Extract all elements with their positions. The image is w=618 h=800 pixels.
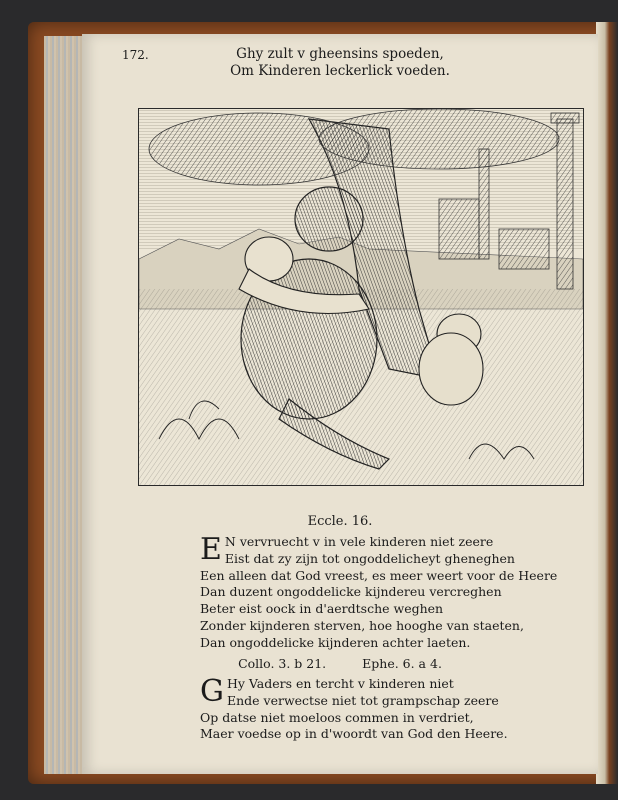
verse1-line: N vervruecht v in vele kinderen niet zeere: [224, 534, 494, 549]
verse1-line: Zonder kijnderen sterven, hoe hooghe van staeten,: [200, 617, 524, 633]
verse2-line: Ende verwectse niet tot grampschap zeere: [226, 692, 499, 708]
right-page-edge: [596, 22, 618, 784]
verse1-dropcap: E: [200, 532, 222, 567]
verse1-block: [200, 534, 560, 652]
verse2-block: [200, 676, 560, 743]
verse1-line: Een alleen dat God vreest, es meer weert voor de Heere: [200, 567, 558, 583]
engraving-illustration: [138, 108, 584, 486]
verse2-ref-right: Ephe. 6. a 4.: [362, 656, 442, 671]
header-line-2: Om Kinderen leckerlick voeden.: [230, 63, 450, 79]
verse1-line: Dan ongoddelicke kijnderen achter laeten.: [200, 634, 471, 650]
verse2-line: Maer voedse op in d'woordt van God den Heere.: [200, 726, 508, 742]
verse2-ref-left: Collo. 3. b 21.: [238, 656, 327, 671]
verse1-caption: Eccle. 16.: [307, 514, 373, 529]
verse1-line: Eist dat zy zijn tot ongoddelicheyt gheneghen: [224, 550, 515, 566]
verse2-line: Op datse niet moeloos commen in verdriet,: [200, 709, 474, 725]
engraving-svg: [139, 109, 583, 485]
page-header: [82, 46, 598, 80]
page-number: 172.: [122, 48, 149, 62]
verse2-line: Hy Vaders en tercht v kinderen niet: [226, 676, 454, 691]
verse1-line: Dan duzent ongoddelicke kijndereu vercreghen: [200, 584, 502, 600]
header-line-1: Ghy zult v gheensins spoeden,: [236, 46, 444, 62]
verse2-references: [82, 656, 598, 671]
verse1-line: Beter eist oock in d'aerdtsche weghen: [200, 601, 444, 617]
page-edges: [44, 36, 84, 774]
verse2-dropcap: G: [200, 674, 224, 709]
book-page: [82, 34, 598, 774]
